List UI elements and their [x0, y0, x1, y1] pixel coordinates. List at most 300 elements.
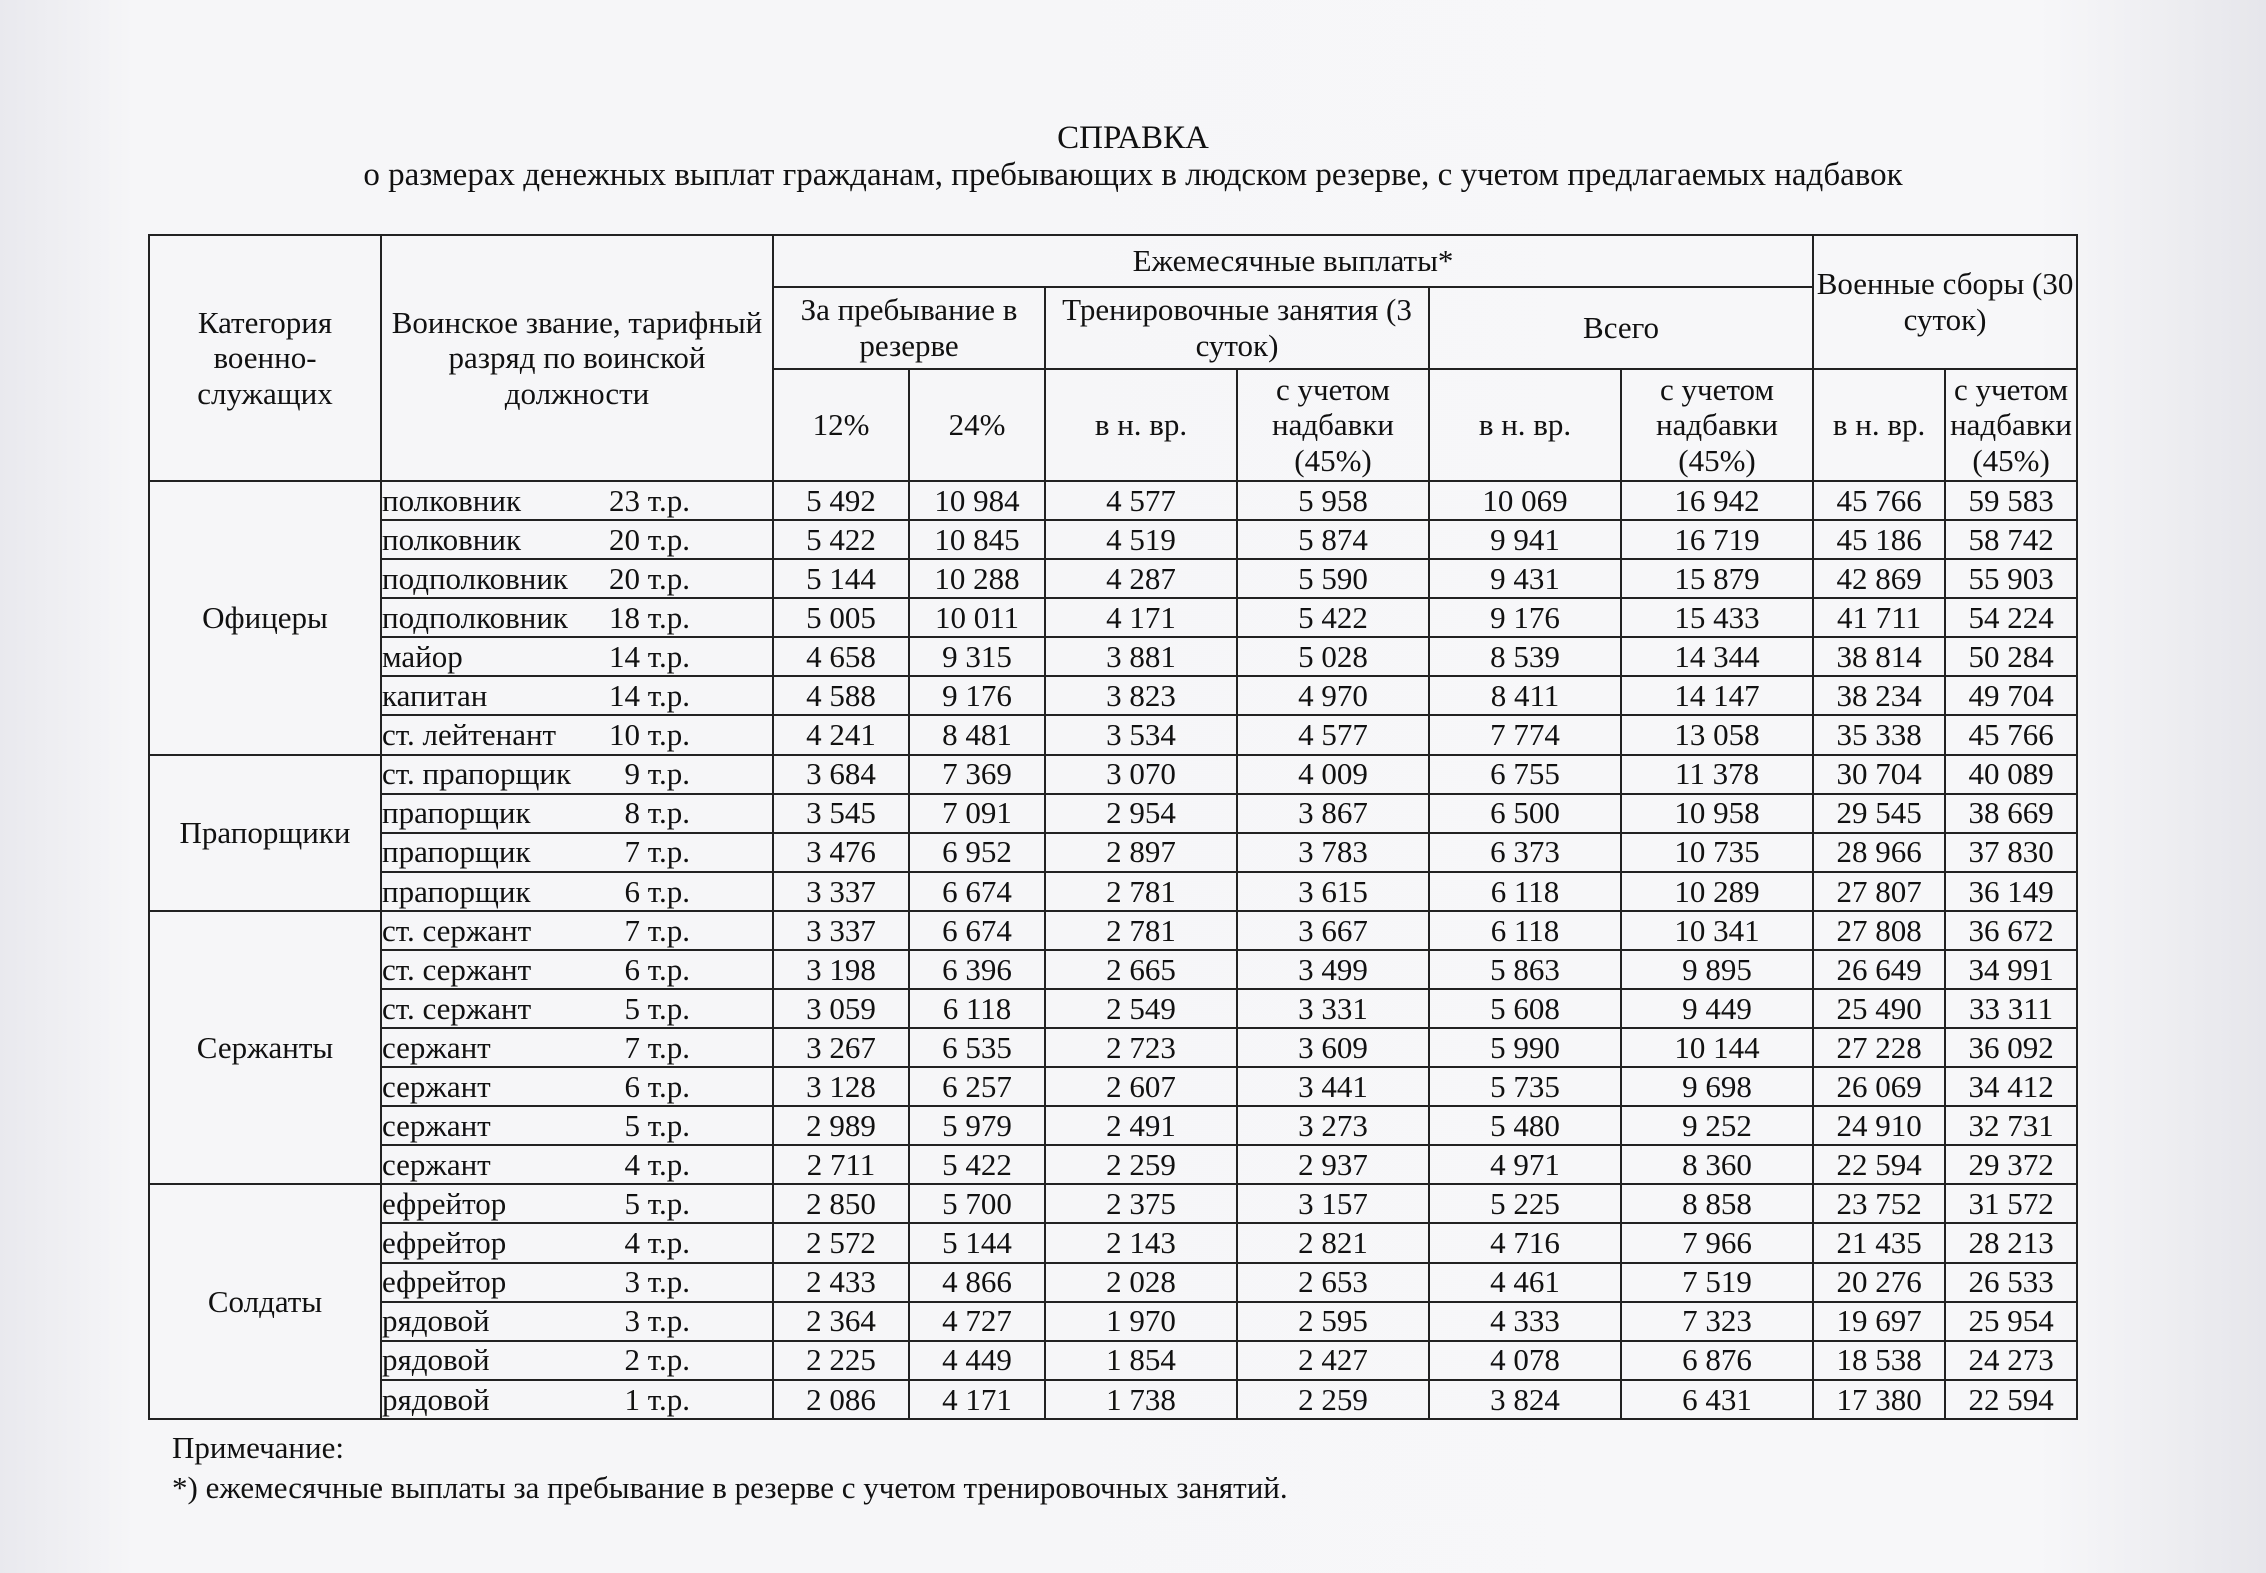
table-row: [149, 559, 2077, 598]
value-cell: 7 774: [1429, 715, 1621, 754]
value-cell: 3 499: [1237, 950, 1429, 989]
value-cell: 26 069: [1813, 1067, 1945, 1106]
value-cell: 8 539: [1429, 637, 1621, 676]
header-category: Категория военно-служащих: [149, 235, 381, 481]
value-cell: 28 966: [1813, 833, 1945, 872]
value-cell: 5 874: [1237, 520, 1429, 559]
header-military-base: в н. вр.: [1813, 369, 1945, 481]
table-row: [149, 1028, 2077, 1067]
value-cell: 10 845: [909, 520, 1045, 559]
rank-name: ст. сержант: [382, 951, 532, 987]
value-cell: 2 711: [773, 1145, 909, 1184]
rank-name: прапорщик: [382, 795, 531, 831]
rank-name: сержант: [382, 1147, 491, 1183]
rank-cell: [381, 715, 773, 754]
value-cell: 17 380: [1813, 1380, 1945, 1419]
rank-name: ст. лейтенант: [382, 717, 557, 753]
rank-cell: [381, 1263, 773, 1302]
value-cell: 2 850: [773, 1184, 909, 1223]
header-training-bonus: с учетом надбавки (45%): [1237, 369, 1429, 481]
value-cell: 22 594: [1813, 1145, 1945, 1184]
value-cell: 3 476: [773, 833, 909, 872]
value-cell: 37 830: [1945, 833, 2077, 872]
value-cell: 24 910: [1813, 1106, 1945, 1145]
table-row: [149, 1145, 2077, 1184]
value-cell: 5 990: [1429, 1028, 1621, 1067]
value-cell: 4 970: [1237, 676, 1429, 715]
value-cell: 36 672: [1945, 911, 2077, 950]
value-cell: 3 684: [773, 755, 909, 794]
value-cell: 3 867: [1237, 794, 1429, 833]
value-cell: 4 658: [773, 637, 909, 676]
value-cell: 4 866: [909, 1263, 1045, 1302]
tariff-grade: 6 т.р.: [624, 873, 690, 909]
value-cell: 2 781: [1045, 872, 1237, 911]
value-cell: 6 535: [909, 1028, 1045, 1067]
rank-cell: [381, 1028, 773, 1067]
value-cell: 2 549: [1045, 989, 1237, 1028]
tariff-grade: 5 т.р.: [624, 1107, 690, 1143]
value-cell: 6 118: [1429, 872, 1621, 911]
value-cell: 5 958: [1237, 481, 1429, 520]
value-cell: 7 091: [909, 794, 1045, 833]
value-cell: 8 411: [1429, 676, 1621, 715]
value-cell: 4 241: [773, 715, 909, 754]
value-cell: 59 583: [1945, 481, 2077, 520]
tariff-grade: 4 т.р.: [624, 1225, 690, 1261]
table-body: [149, 481, 2077, 1419]
value-cell: 7 519: [1621, 1263, 1813, 1302]
value-cell: 9 176: [909, 676, 1045, 715]
rank-cell: [381, 1106, 773, 1145]
rank-name: прапорщик: [382, 873, 531, 909]
value-cell: 40 089: [1945, 755, 2077, 794]
value-cell: 5 979: [909, 1106, 1045, 1145]
header-pct12: 12%: [773, 369, 909, 481]
value-cell: 10 341: [1621, 911, 1813, 950]
table-row: [149, 598, 2077, 637]
tariff-grade: 1 т.р.: [624, 1381, 690, 1417]
table-row: [149, 520, 2077, 559]
value-cell: 10 958: [1621, 794, 1813, 833]
rank-name: сержант: [382, 1068, 491, 1104]
header-training-base: в н. вр.: [1045, 369, 1237, 481]
rank-name: полковник: [382, 521, 522, 557]
table-row: [149, 911, 2077, 950]
value-cell: 3 337: [773, 911, 909, 950]
value-cell: 2 375: [1045, 1184, 1237, 1223]
rank-cell: [381, 1184, 773, 1223]
value-cell: 3 059: [773, 989, 909, 1028]
tariff-grade: 5 т.р.: [624, 1186, 690, 1222]
value-cell: 25 954: [1945, 1302, 2077, 1341]
value-cell: 2 653: [1237, 1263, 1429, 1302]
document-title: СПРАВКА: [1057, 120, 1209, 156]
value-cell: 4 078: [1429, 1341, 1621, 1380]
rank-name: рядовой: [382, 1303, 490, 1339]
value-cell: 10 069: [1429, 481, 1621, 520]
payments-table: [148, 234, 2078, 1420]
value-cell: 2 225: [773, 1341, 909, 1380]
value-cell: 41 711: [1813, 598, 1945, 637]
value-cell: 2 427: [1237, 1341, 1429, 1380]
tariff-grade: 6 т.р.: [624, 951, 690, 987]
tariff-grade: 14 т.р.: [609, 678, 690, 714]
value-cell: 7 966: [1621, 1223, 1813, 1262]
value-cell: 26 649: [1813, 950, 1945, 989]
rank-cell: [381, 637, 773, 676]
value-cell: 4 171: [1045, 598, 1237, 637]
value-cell: 34 412: [1945, 1067, 2077, 1106]
rank-name: сержант: [382, 1107, 491, 1143]
value-cell: 38 669: [1945, 794, 2077, 833]
value-cell: 2 723: [1045, 1028, 1237, 1067]
category-cell: Солдаты: [149, 1184, 381, 1419]
table-row: [149, 1223, 2077, 1262]
rank-cell: [381, 598, 773, 637]
header-training: Тренировочные занятия (3 суток): [1045, 287, 1429, 369]
value-cell: 29 545: [1813, 794, 1945, 833]
value-cell: 30 704: [1813, 755, 1945, 794]
value-cell: 4 009: [1237, 755, 1429, 794]
value-cell: 2 954: [1045, 794, 1237, 833]
rank-cell: [381, 794, 773, 833]
header-total-bonus: с учетом надбавки (45%): [1621, 369, 1813, 481]
value-cell: 36 092: [1945, 1028, 2077, 1067]
value-cell: 5 590: [1237, 559, 1429, 598]
value-cell: 5 480: [1429, 1106, 1621, 1145]
table-row: [149, 481, 2077, 520]
value-cell: 5 422: [1237, 598, 1429, 637]
value-cell: 5 144: [773, 559, 909, 598]
value-cell: 2 897: [1045, 833, 1237, 872]
value-cell: 15 879: [1621, 559, 1813, 598]
value-cell: 3 441: [1237, 1067, 1429, 1106]
tariff-grade: 10 т.р.: [609, 717, 690, 753]
value-cell: 2 086: [773, 1380, 909, 1419]
value-cell: 3 273: [1237, 1106, 1429, 1145]
value-cell: 1 738: [1045, 1380, 1237, 1419]
value-cell: 8 858: [1621, 1184, 1813, 1223]
tariff-grade: 20 т.р.: [609, 560, 690, 596]
value-cell: 3 545: [773, 794, 909, 833]
value-cell: 3 070: [1045, 755, 1237, 794]
value-cell: 31 572: [1945, 1184, 2077, 1223]
value-cell: 2 491: [1045, 1106, 1237, 1145]
value-cell: 55 903: [1945, 559, 2077, 598]
value-cell: 6 755: [1429, 755, 1621, 794]
value-cell: 10 288: [909, 559, 1045, 598]
value-cell: 3 128: [773, 1067, 909, 1106]
value-cell: 5 144: [909, 1223, 1045, 1262]
table-row: [149, 1067, 2077, 1106]
value-cell: 3 823: [1045, 676, 1237, 715]
table-row: [149, 833, 2077, 872]
value-cell: 6 674: [909, 911, 1045, 950]
value-cell: 5 735: [1429, 1067, 1621, 1106]
value-cell: 14 147: [1621, 676, 1813, 715]
rank-name: рядовой: [382, 1381, 490, 1417]
header-total-base: в н. вр.: [1429, 369, 1621, 481]
category-cell: Прапорщики: [149, 755, 381, 911]
value-cell: 2 572: [773, 1223, 909, 1262]
rank-cell: [381, 1223, 773, 1262]
value-cell: 9 449: [1621, 989, 1813, 1028]
value-cell: 8 481: [909, 715, 1045, 754]
value-cell: 11 378: [1621, 755, 1813, 794]
value-cell: 3 881: [1045, 637, 1237, 676]
value-cell: 4 577: [1045, 481, 1237, 520]
table-row: [149, 950, 2077, 989]
header-military-bonus: с учетом надбавки (45%): [1945, 369, 2077, 481]
value-cell: 5 422: [909, 1145, 1045, 1184]
value-cell: 15 433: [1621, 598, 1813, 637]
value-cell: 2 989: [773, 1106, 909, 1145]
tariff-grade: 2 т.р.: [624, 1342, 690, 1378]
value-cell: 1 970: [1045, 1302, 1237, 1341]
tariff-grade: 18 т.р.: [609, 599, 690, 635]
value-cell: 5 005: [773, 598, 909, 637]
value-cell: 2 028: [1045, 1263, 1237, 1302]
value-cell: 5 422: [773, 520, 909, 559]
tariff-grade: 9 т.р.: [624, 756, 690, 792]
value-cell: 5 700: [909, 1184, 1045, 1223]
tariff-grade: 7 т.р.: [624, 1029, 690, 1065]
tariff-grade: 6 т.р.: [624, 1068, 690, 1104]
table-row: [149, 794, 2077, 833]
value-cell: 9 252: [1621, 1106, 1813, 1145]
value-cell: 4 171: [909, 1380, 1045, 1419]
value-cell: 6 500: [1429, 794, 1621, 833]
rank-name: сержант: [382, 1029, 491, 1065]
table-row: [149, 1380, 2077, 1419]
value-cell: 6 674: [909, 872, 1045, 911]
table-row: [149, 715, 2077, 754]
header-monthly: Ежемесячные выплаты*: [773, 235, 1813, 287]
value-cell: 6 257: [909, 1067, 1045, 1106]
value-cell: 45 766: [1813, 481, 1945, 520]
value-cell: 4 971: [1429, 1145, 1621, 1184]
value-cell: 10 144: [1621, 1028, 1813, 1067]
value-cell: 45 186: [1813, 520, 1945, 559]
value-cell: 14 344: [1621, 637, 1813, 676]
value-cell: 7 323: [1621, 1302, 1813, 1341]
value-cell: 10 735: [1621, 833, 1813, 872]
value-cell: 2 821: [1237, 1223, 1429, 1262]
value-cell: 3 198: [773, 950, 909, 989]
value-cell: 2 781: [1045, 911, 1237, 950]
header-reserve: За пребывание в резерве: [773, 287, 1045, 369]
value-cell: 5 225: [1429, 1184, 1621, 1223]
table-row: [149, 872, 2077, 911]
value-cell: 58 742: [1945, 520, 2077, 559]
value-cell: 6 118: [909, 989, 1045, 1028]
value-cell: 9 431: [1429, 559, 1621, 598]
value-cell: 4 461: [1429, 1263, 1621, 1302]
value-cell: 23 752: [1813, 1184, 1945, 1223]
header-rank: Воинское звание, тарифный разряд по воинской должности: [381, 235, 773, 481]
rank-name: ефрейтор: [382, 1225, 507, 1261]
value-cell: 2 433: [773, 1263, 909, 1302]
table-row: [149, 1106, 2077, 1145]
value-cell: 4 333: [1429, 1302, 1621, 1341]
rank-cell: [381, 520, 773, 559]
value-cell: 6 431: [1621, 1380, 1813, 1419]
rank-cell: [381, 1145, 773, 1184]
value-cell: 26 533: [1945, 1263, 2077, 1302]
value-cell: 27 808: [1813, 911, 1945, 950]
rank-cell: [381, 833, 773, 872]
rank-name: подполковник: [382, 560, 568, 596]
value-cell: 2 143: [1045, 1223, 1237, 1262]
tariff-grade: 3 т.р.: [624, 1264, 690, 1300]
value-cell: 4 577: [1237, 715, 1429, 754]
value-cell: 4 519: [1045, 520, 1237, 559]
rank-name: майор: [382, 639, 463, 675]
value-cell: 5 608: [1429, 989, 1621, 1028]
value-cell: 5 028: [1237, 637, 1429, 676]
tariff-grade: 5 т.р.: [624, 990, 690, 1026]
value-cell: 49 704: [1945, 676, 2077, 715]
value-cell: 3 534: [1045, 715, 1237, 754]
category-cell: Сержанты: [149, 911, 381, 1185]
value-cell: 3 337: [773, 872, 909, 911]
value-cell: 13 058: [1621, 715, 1813, 754]
table-row: [149, 1184, 2077, 1223]
value-cell: 2 665: [1045, 950, 1237, 989]
rank-cell: [381, 1341, 773, 1380]
rank-name: полковник: [382, 482, 522, 518]
value-cell: 19 697: [1813, 1302, 1945, 1341]
note-label: Примечание:: [172, 1430, 344, 1465]
value-cell: 25 490: [1813, 989, 1945, 1028]
value-cell: 4 716: [1429, 1223, 1621, 1262]
rank-cell: [381, 755, 773, 794]
value-cell: 54 224: [1945, 598, 2077, 637]
value-cell: 4 727: [909, 1302, 1045, 1341]
table-row: [149, 755, 2077, 794]
rank-cell: [381, 1067, 773, 1106]
rank-name: ст. сержант: [382, 990, 532, 1026]
value-cell: 24 273: [1945, 1341, 2077, 1380]
value-cell: 3 667: [1237, 911, 1429, 950]
value-cell: 10 011: [909, 598, 1045, 637]
value-cell: 28 213: [1945, 1223, 2077, 1262]
value-cell: 9 176: [1429, 598, 1621, 637]
value-cell: 2 259: [1045, 1145, 1237, 1184]
value-cell: 3 783: [1237, 833, 1429, 872]
value-cell: 2 595: [1237, 1302, 1429, 1341]
value-cell: 3 157: [1237, 1184, 1429, 1223]
tariff-grade: 7 т.р.: [624, 912, 690, 948]
rank-cell: [381, 1302, 773, 1341]
tariff-grade: 20 т.р.: [609, 521, 690, 557]
category-cell: Офицеры: [149, 481, 381, 755]
value-cell: 2 607: [1045, 1067, 1237, 1106]
tariff-grade: 4 т.р.: [624, 1147, 690, 1183]
rank-cell: [381, 872, 773, 911]
value-cell: 45 766: [1945, 715, 2077, 754]
value-cell: 6 118: [1429, 911, 1621, 950]
value-cell: 3 609: [1237, 1028, 1429, 1067]
value-cell: 27 807: [1813, 872, 1945, 911]
rank-cell: [381, 911, 773, 950]
rank-name: капитан: [382, 678, 488, 714]
value-cell: 27 228: [1813, 1028, 1945, 1067]
value-cell: 2 259: [1237, 1380, 1429, 1419]
value-cell: 38 234: [1813, 676, 1945, 715]
value-cell: 4 588: [773, 676, 909, 715]
table-row: [149, 676, 2077, 715]
value-cell: 9 941: [1429, 520, 1621, 559]
tariff-grade: 23 т.р.: [609, 482, 690, 518]
value-cell: 35 338: [1813, 715, 1945, 754]
value-cell: 4 287: [1045, 559, 1237, 598]
rank-cell: [381, 676, 773, 715]
header-total: Всего: [1429, 287, 1813, 369]
value-cell: 10 984: [909, 481, 1045, 520]
value-cell: 4 449: [909, 1341, 1045, 1380]
value-cell: 6 396: [909, 950, 1045, 989]
table-row: [149, 637, 2077, 676]
value-cell: 10 289: [1621, 872, 1813, 911]
rank-cell: [381, 989, 773, 1028]
rank-name: подполковник: [382, 599, 568, 635]
tariff-grade: 7 т.р.: [624, 834, 690, 870]
table-row: [149, 1263, 2077, 1302]
value-cell: 5 863: [1429, 950, 1621, 989]
value-cell: 22 594: [1945, 1380, 2077, 1419]
value-cell: 21 435: [1813, 1223, 1945, 1262]
value-cell: 6 952: [909, 833, 1045, 872]
table-row: [149, 989, 2077, 1028]
value-cell: 18 538: [1813, 1341, 1945, 1380]
value-cell: 16 719: [1621, 520, 1813, 559]
value-cell: 3 615: [1237, 872, 1429, 911]
rank-name: ефрейтор: [382, 1186, 507, 1222]
value-cell: 9 895: [1621, 950, 1813, 989]
note-text: *) ежемесячные выплаты за пребывание в резерве с учетом тренировочных занятий.: [172, 1470, 1288, 1505]
value-cell: 7 369: [909, 755, 1045, 794]
value-cell: 50 284: [1945, 637, 2077, 676]
value-cell: 20 276: [1813, 1263, 1945, 1302]
value-cell: 42 869: [1813, 559, 1945, 598]
value-cell: 6 373: [1429, 833, 1621, 872]
rank-name: прапорщик: [382, 834, 531, 870]
rank-cell: [381, 950, 773, 989]
value-cell: 3 267: [773, 1028, 909, 1067]
value-cell: 8 360: [1621, 1145, 1813, 1184]
tariff-grade: 3 т.р.: [624, 1303, 690, 1339]
rank-cell: [381, 1380, 773, 1419]
value-cell: 32 731: [1945, 1106, 2077, 1145]
rank-name: ст. сержант: [382, 912, 532, 948]
rank-cell: [381, 559, 773, 598]
tariff-grade: 14 т.р.: [609, 639, 690, 675]
value-cell: 2 937: [1237, 1145, 1429, 1184]
value-cell: 38 814: [1813, 637, 1945, 676]
value-cell: 33 311: [1945, 989, 2077, 1028]
value-cell: 3 331: [1237, 989, 1429, 1028]
value-cell: 29 372: [1945, 1145, 2077, 1184]
value-cell: 9 315: [909, 637, 1045, 676]
rank-name: рядовой: [382, 1342, 490, 1378]
value-cell: 5 492: [773, 481, 909, 520]
document-subtitle: о размерах денежных выплат гражданам, пребывающих в людском резерве, с учетом предлагаемых надбавок: [363, 157, 1903, 193]
header-pct24: 24%: [909, 369, 1045, 481]
rank-cell: [381, 481, 773, 520]
value-cell: 6 876: [1621, 1341, 1813, 1380]
